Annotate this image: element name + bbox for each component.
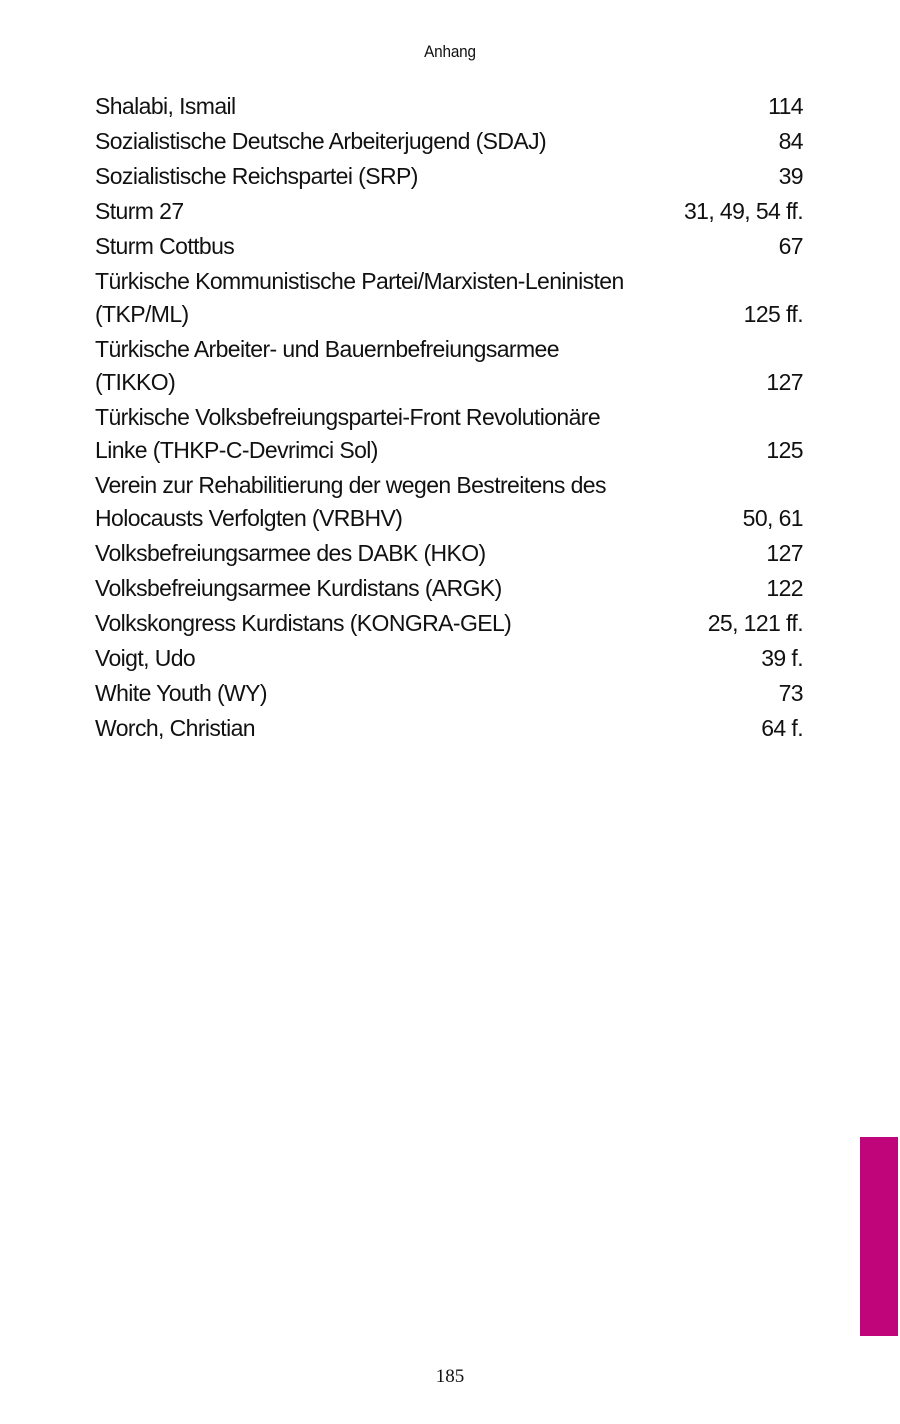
section-thumb-tab — [860, 1137, 898, 1336]
index-term: Volksbefreiungsarmee des DABK (HKO) — [95, 540, 486, 566]
index-pages: 67 — [778, 233, 803, 259]
index-entry — [95, 607, 803, 640]
index-entry — [95, 333, 803, 399]
index-term: Volkskongress Kurdistans (KONGRA-GEL) — [95, 610, 512, 636]
index-term: Sozialistische Reichspartei (SRP) — [95, 163, 418, 189]
index-entry — [95, 125, 803, 158]
index-term: Verein zur Rehabilitierung der wegen Bestreitens des Holocausts Verfolgten (VRBHV) — [95, 472, 606, 531]
index-pages: 127 — [766, 369, 803, 395]
index-entry — [95, 265, 803, 331]
index-entry — [95, 401, 803, 467]
index-entry — [95, 642, 803, 675]
index-pages: 125 ff. — [743, 301, 803, 327]
index-list — [95, 90, 803, 747]
page-number: 185 — [435, 1366, 465, 1387]
index-entry — [95, 677, 803, 710]
running-header: Anhang — [424, 42, 476, 61]
index-entry — [95, 572, 803, 605]
index-pages: 25, 121 ff. — [707, 610, 803, 636]
index-pages: 122 — [766, 575, 803, 601]
index-pages: 39 — [778, 163, 803, 189]
index-term: Sturm Cottbus — [95, 233, 235, 259]
index-entry — [95, 469, 803, 535]
index-entry — [95, 195, 803, 228]
index-term: Worch, Christian — [95, 715, 255, 741]
index-term: Shalabi, Ismail — [95, 93, 236, 119]
index-entry — [95, 712, 803, 745]
index-term: Volksbefreiungsarmee Kurdistans (ARGK) — [95, 575, 502, 601]
index-term: Voigt, Udo — [95, 645, 196, 671]
index-pages: 114 — [768, 93, 803, 119]
index-pages: 127 — [766, 540, 803, 566]
index-entry — [95, 160, 803, 193]
index-term: Türkische Volksbefreiungspartei-Front Revolutionäre Linke (THKP-C-Devrimci Sol) — [95, 404, 601, 463]
index-pages: 64 f. — [761, 715, 803, 741]
index-pages: 50, 61 — [742, 505, 803, 531]
index-term: White Youth (WY) — [95, 680, 267, 706]
index-term: Türkische Kommunistische Partei/Marxisten-Leninisten (TKP/ML) — [95, 268, 624, 327]
index-pages: 125 — [766, 437, 803, 463]
index-entry — [95, 90, 803, 123]
index-entry — [95, 537, 803, 570]
index-pages: 73 — [778, 680, 803, 706]
index-term: Sozialistische Deutsche Arbeiterjugend (SDAJ) — [95, 128, 547, 154]
index-pages: 84 — [778, 128, 803, 154]
index-entry — [95, 230, 803, 263]
index-pages: 39 f. — [761, 645, 803, 671]
index-term: Türkische Arbeiter- und Bauernbefreiungsarmee (TIKKO) — [95, 336, 559, 395]
index-term: Sturm 27 — [95, 198, 184, 224]
index-pages: 31, 49, 54 ff. — [683, 198, 803, 224]
